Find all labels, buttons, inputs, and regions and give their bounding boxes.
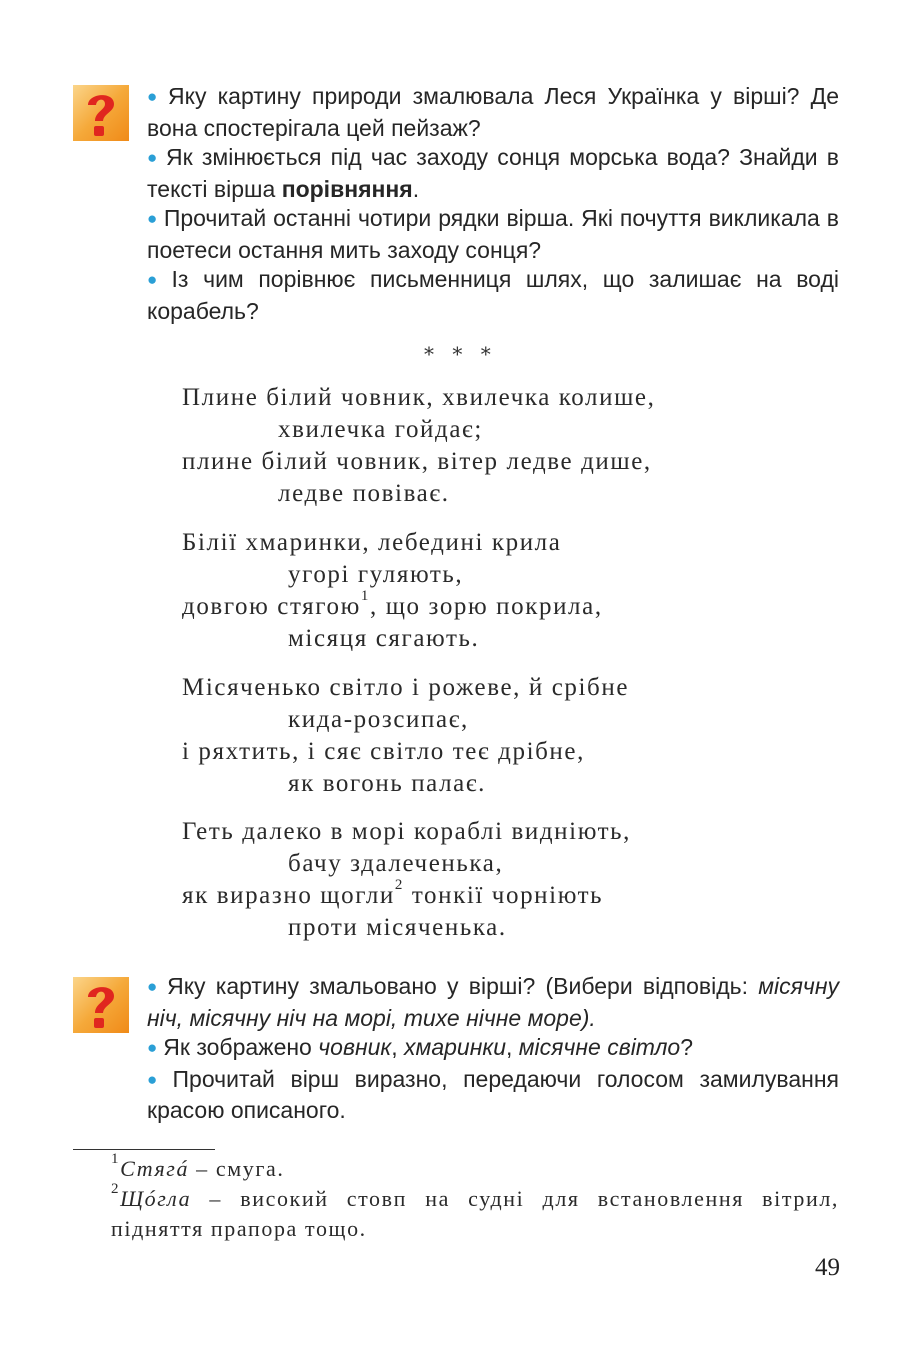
poem-line: місяця сягають.: [288, 625, 480, 652]
question-item: ● Із чим порівнює письменниця шлях, що залишає на воді корабель?: [147, 266, 839, 324]
footnote-ref: 1: [360, 588, 370, 604]
question-mark-icon: [73, 85, 129, 141]
poem-line: угорі гуляють,: [288, 561, 464, 588]
poem-line: Білії хмаринки, лебедині крила: [182, 529, 562, 556]
footnote-1: $^1$Стягá – смуга.: [111, 1151, 285, 1181]
poem-line: Плине білий човник, хвилечка колише,: [182, 384, 656, 411]
footnote-divider: [73, 1149, 215, 1150]
poem-line: проти місяченька.: [288, 914, 507, 941]
poem-line: хвилечка гойдає;: [278, 416, 483, 443]
bullet-icon: ●: [147, 977, 162, 996]
bullet-icon: ●: [147, 87, 163, 106]
question-item: ● Прочитай вірш виразно, передаючи голосом замилування красою описаного.: [147, 1065, 839, 1123]
footnote-2: $^2$Щóгла – високий стовп на судні для встановлення вітрил, підняття прапора тощо.: [111, 1181, 839, 1241]
question-item: ● Яку картину змальовано у вірші? (Вибери відповідь: місячну ніч, місячну ніч на морі, тихе нічне море).: [147, 973, 839, 1031]
bullet-icon: ●: [147, 1038, 158, 1057]
poem-line: Місяченько світло і рожеве, й срібне: [182, 674, 630, 701]
poem-stanza-2: [182, 527, 603, 655]
question-item: ● Яку картину природи змалювала Леся Українка у вірші? Де вона спостерігала цей пейзаж?: [147, 83, 839, 141]
footnote-ref: 2: [394, 877, 404, 893]
poem-line: довгою стягою$^1$, що зорю покрила,: [182, 588, 603, 620]
poem-stanza-1: [182, 382, 655, 510]
bullet-icon: ●: [147, 1069, 167, 1089]
poem-stanza-4: [182, 816, 631, 944]
bullet-icon: ●: [147, 148, 161, 167]
question-mark-icon: [73, 977, 129, 1033]
stanza-separator: * * *: [424, 342, 497, 366]
question-item: ● Прочитай останні чотири рядки вірша. Які почуття викликала в поетеси остання мить заходу сонця?: [147, 205, 839, 263]
poem-line: як вогонь палає.: [288, 770, 487, 797]
questions-block-2: [147, 972, 839, 1126]
bullet-icon: ●: [147, 209, 158, 228]
poem-line: і ряхтить, і сяє світло теє дрібне,: [182, 738, 585, 765]
bullet-icon: ●: [147, 270, 166, 289]
poem-line: плине білий човник, вітер ледве дише,: [182, 448, 652, 475]
question-item: ● Як зображено човник, хмаринки, місячне світло?: [147, 1034, 694, 1060]
page-number: 49: [815, 1254, 840, 1281]
poem-line: бачу здалеченька,: [288, 850, 504, 877]
poem-stanza-3: [182, 672, 629, 800]
questions-block-1: [147, 82, 839, 326]
poem-line: Геть далеко в морі кораблі видніють,: [182, 818, 632, 845]
poem-line: кида-розсипає,: [288, 706, 469, 733]
poem-line: як виразно щогли$^2$ тонкії чорніють: [182, 877, 604, 909]
question-item: ● Як змінюється під час заходу сонця морська вода? Знайди в тексті вірша порівняння.: [147, 144, 839, 202]
poem-line: ледве повіває.: [278, 480, 450, 507]
footnotes: [73, 1151, 839, 1244]
